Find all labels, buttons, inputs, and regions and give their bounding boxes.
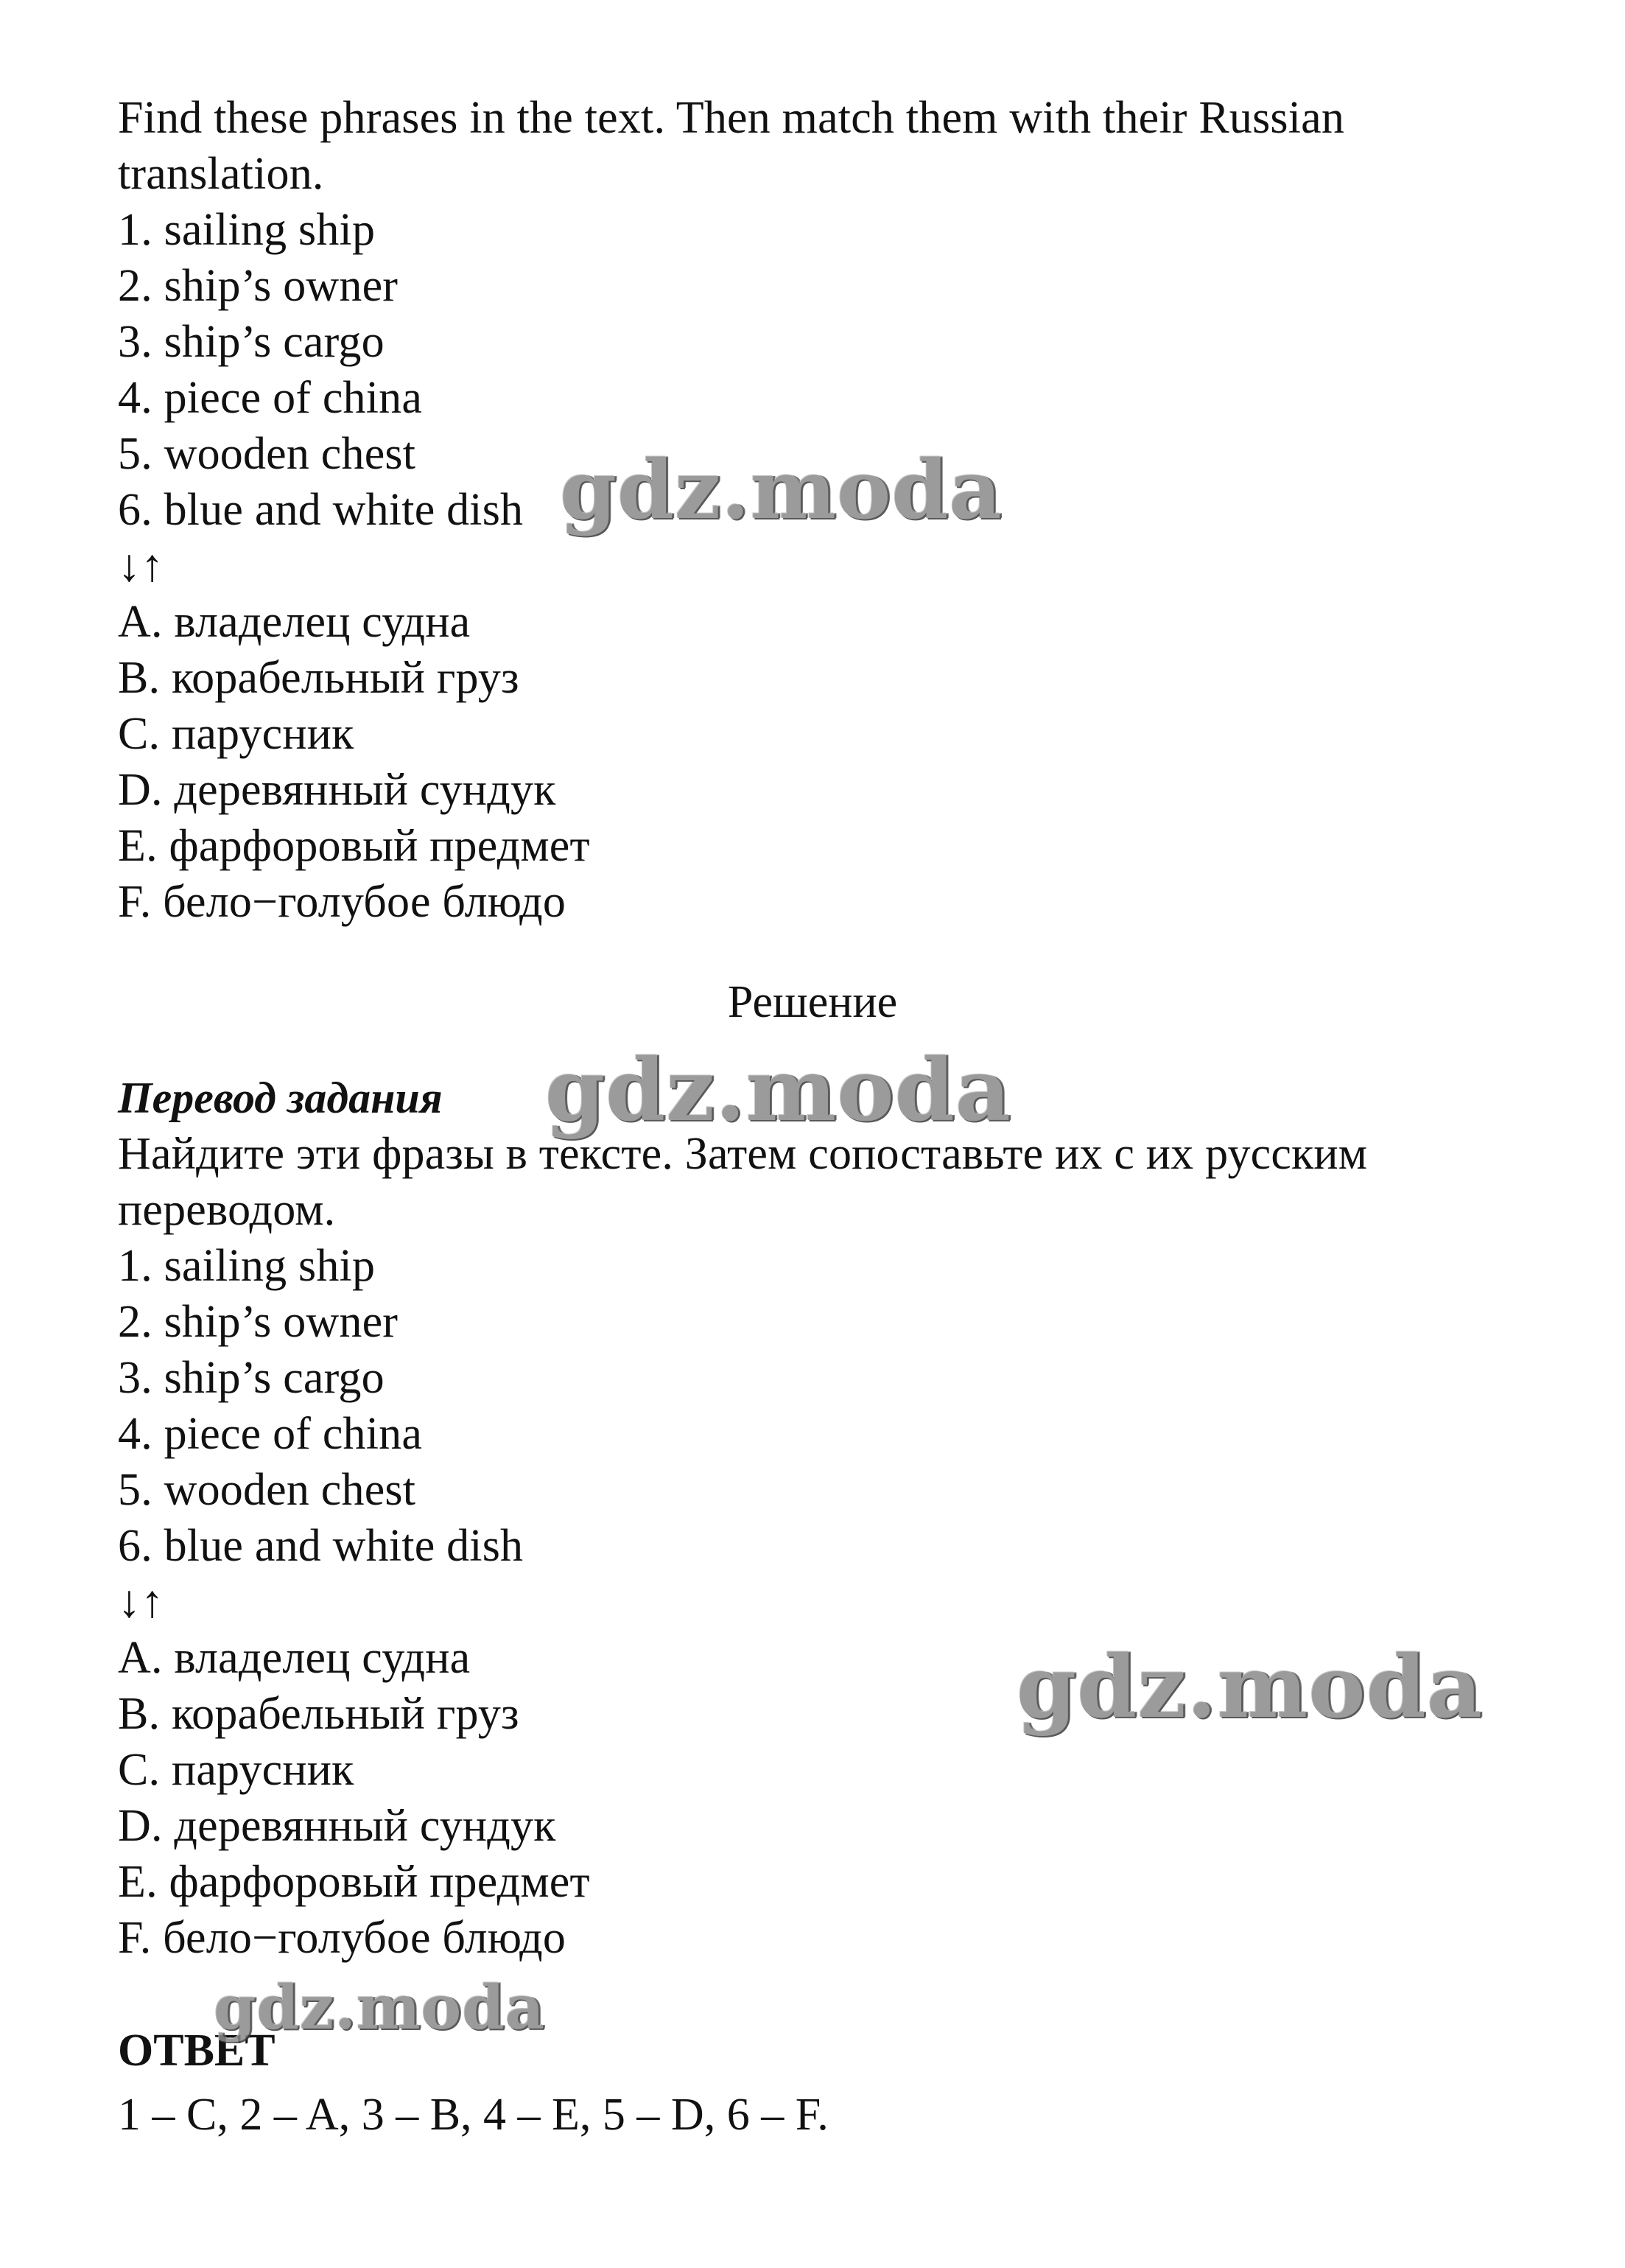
- russian-phrase: D. деревянный сундук: [118, 1801, 556, 1851]
- instruction-line: Find these phrases in the text. Then match them with their Russian: [118, 93, 1345, 143]
- answer-heading: ОТВЕТ: [118, 2026, 275, 2076]
- answer-text: 1 – C, 2 – A, 3 – B, 4 – E, 5 – D, 6 – F.: [118, 2090, 829, 2140]
- instruction-line: translation.: [118, 149, 324, 199]
- english-phrase: 2. ship’s owner: [118, 261, 399, 311]
- russian-phrase: F. бело−голубое блюдо: [118, 877, 566, 927]
- translation-heading: Перевод задания: [118, 1074, 443, 1122]
- russian-phrase: E. фарфоровый предмет: [118, 821, 590, 871]
- english-phrase: 5. wooden chest: [118, 429, 416, 479]
- english-phrase: 2. ship’s owner: [118, 1297, 399, 1347]
- solution-heading: Решение: [727, 977, 898, 1027]
- russian-phrase: C. парусник: [118, 1745, 354, 1795]
- russian-phrase: E. фарфоровый предмет: [118, 1857, 590, 1907]
- english-phrase: 5. wooden chest: [118, 1465, 416, 1515]
- english-phrase: 6. blue and white dish: [118, 485, 524, 535]
- watermark-logo: gdz.moda: [1017, 1637, 1483, 1737]
- russian-phrase: F. бело−голубое блюдо: [118, 1913, 566, 1963]
- russian-phrase: B. корабельный груз: [118, 653, 519, 703]
- english-phrase: 3. ship’s cargo: [118, 317, 385, 367]
- translation-block: [118, 1126, 1517, 1966]
- watermark-logo: gdz.moda: [560, 442, 1003, 537]
- match-arrows: ↓↑: [118, 541, 164, 591]
- russian-phrase: C. парусник: [118, 709, 354, 759]
- russian-phrase: D. деревянный сундук: [118, 765, 556, 815]
- russian-phrase: A. владелец судна: [118, 1633, 471, 1683]
- translation-instruction-line: переводом.: [118, 1185, 336, 1235]
- russian-phrase: A. владелец судна: [118, 597, 471, 647]
- match-arrows: ↓↑: [118, 1577, 164, 1627]
- watermark-logo: gdz.moda: [214, 1973, 545, 2043]
- watermark-logo: gdz.moda: [545, 1040, 1011, 1141]
- english-phrase: 1. sailing ship: [118, 205, 376, 255]
- translation-instruction-line: Найдите эти фразы в тексте. Затем сопоставьте их с их русским: [118, 1129, 1368, 1179]
- english-phrase: 1. sailing ship: [118, 1241, 376, 1291]
- english-phrase: 3. ship’s cargo: [118, 1353, 385, 1403]
- russian-phrase: B. корабельный груз: [118, 1689, 519, 1739]
- english-phrase: 4. piece of china: [118, 1409, 423, 1459]
- english-phrase: 4. piece of china: [118, 373, 423, 423]
- english-phrase: 6. blue and white dish: [118, 1521, 524, 1571]
